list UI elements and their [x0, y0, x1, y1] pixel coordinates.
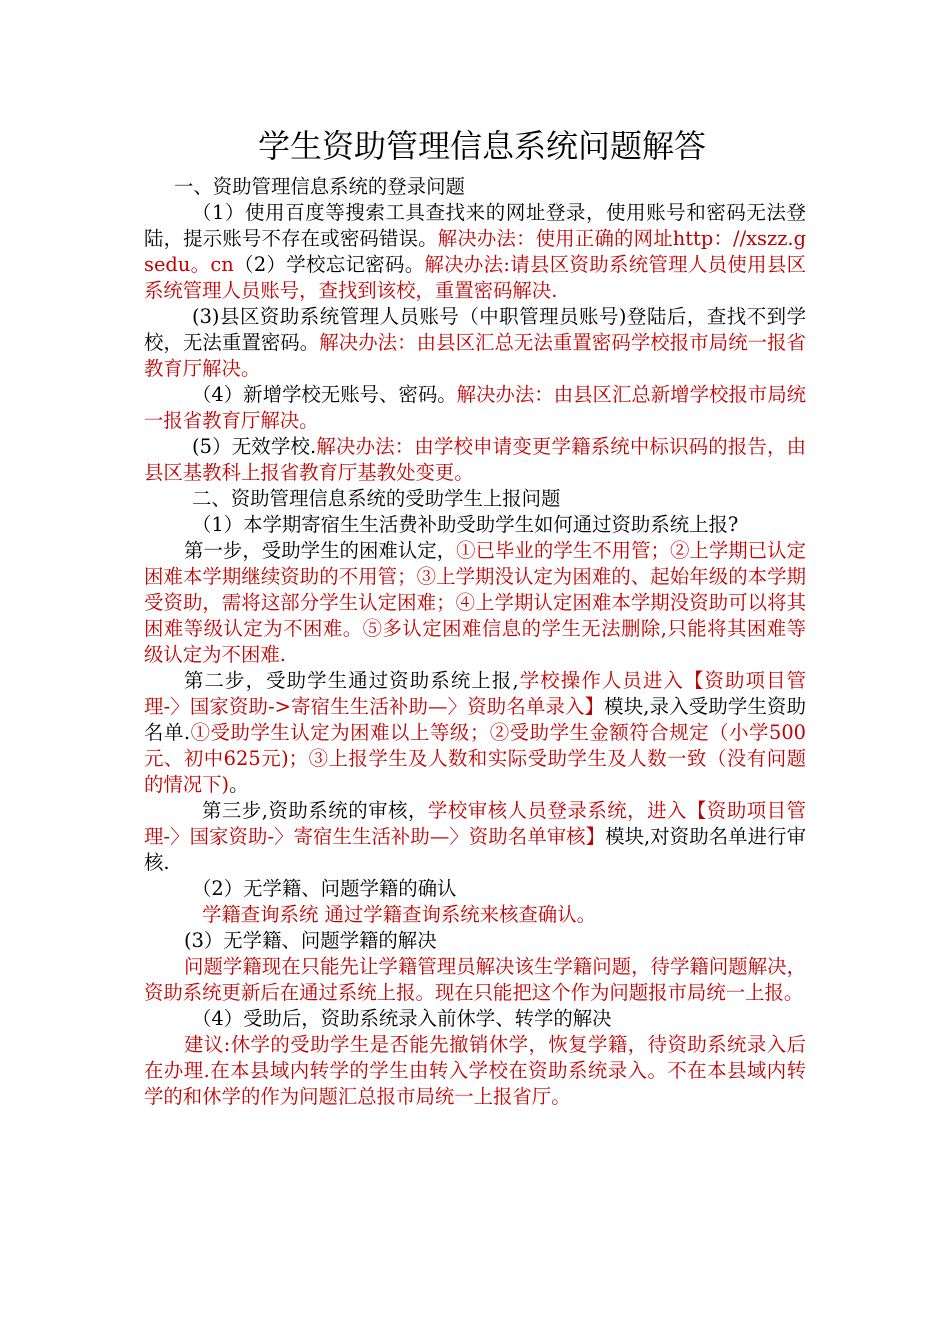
item1-solution: 解决办法：使用正确的网址http：//xszz.gsedu。cn	[144, 227, 806, 276]
step2-end: 。	[229, 773, 249, 796]
item2-solution: 解决办法:请县区资助系统管理人员使用县区系统管理人员账号，查找到该校，重置密码解决.	[144, 253, 806, 302]
step3-path: 学校审核人员登录系统，进入【资助项目管理-〉国家资助-〉寄宿生生活补助—〉资助名单审核】	[144, 799, 806, 848]
section1-item1-paragraph	[144, 200, 806, 304]
section2-answer3: 问题学籍现在只能先让学籍管理员解决该生学籍问题，待学籍问题解决，资助系统更新后在通过系统上报。现在只能把这个作为问题报市局统一上报。	[144, 955, 806, 1004]
item4-question: （4）新增学校无账号、密码。	[192, 383, 457, 406]
section1-item3-paragraph	[144, 304, 806, 382]
page-title: 学生资助管理信息系统问题解答	[257, 127, 706, 165]
section2-heading: 二、资助管理信息系统的受助学生上报问题	[192, 487, 561, 510]
section1-item5-paragraph	[144, 434, 806, 486]
step2-label: 第二步，受助学生通过资助系统上报,	[184, 669, 519, 692]
step1-paragraph	[144, 538, 806, 668]
item3-question: (3)县区资助系统管理人员账号（中职管理员账号)登陆后，查找不到学校，无法重置密码。	[144, 305, 806, 354]
section2-answer2: 学籍查询系统 通过学籍查询系统来核查确认。	[202, 903, 596, 926]
section2-question3: (3）无学籍、问题学籍的解决	[184, 929, 437, 952]
step2-paragraph	[144, 668, 806, 798]
step2-path: 学校操作人员进入【资助项目管理-〉国家资助->寄宿生生活补助—〉资助名单录入】	[144, 669, 806, 718]
item3-solution: 解决办法：由县区汇总无法重置密码学校报市局统一报省教育厅解决。	[144, 331, 807, 380]
item5-question: (5）无效学校.	[192, 435, 317, 458]
item5-solution: 解决办法：由学校申请变更学籍系统中标识码的报告，由县区基教科上报省教育厅基教处变更。	[144, 435, 807, 484]
section1-item4-paragraph	[144, 382, 806, 434]
step2-detail: ①受助学生认定为困难以上等级；②受助学生金额符合规定（小学500元、初中625元)；③上报学生及人数和实际受助学生及人数一致（没有问题的情况下)	[144, 721, 806, 796]
document-page	[144, 118, 806, 1110]
step2-action: 模块,录入受助学生资助名单.	[144, 695, 806, 744]
section2-question2: （2）无学籍、问题学籍的确认	[192, 877, 457, 900]
section2-answer4: 建议:休学的受助学生是否能先撤销休学，恢复学籍，待资助系统录入后在办理.在本县域内转学的学生由转入学校在资助系统录入。不在本县域内转学的和休学的作为问题汇总报市局统一上报省厅。	[144, 1033, 806, 1108]
item1-question: （1）使用百度等搜索工具查找来的网址登录，使用账号和密码无法登陆，提示账号不存在或密码错误。	[144, 201, 806, 250]
step1-label: 第一步，受助学生的困难认定，	[184, 539, 457, 562]
item2-question: （2）学校忘记密码。	[233, 253, 425, 276]
step3-label: 第三步,资助系统的审核，	[202, 799, 428, 822]
section2-question4: （4）受助后，资助系统录入前休学、转学的解决	[192, 1007, 612, 1030]
step3-paragraph	[144, 798, 806, 876]
step1-detail: ①已毕业的学生不用管；②上学期已认定困难本学期继续资助的不用管；③上学期没认定为困难的、起始年级的本学期受资助，需将这部分学生认定困难；④上学期认定困难本学期没资助可以将其困难等级认定为不困难。⑤多认定困难信息的学生无法删除,只能将其困难等级认定为不困难.	[144, 539, 807, 666]
section1-heading: 一、资助管理信息系统的登录问题	[174, 175, 465, 198]
section2-question1: （1）本学期寄宿生生活费补助受助学生如何通过资助系统上报?	[192, 513, 739, 536]
step3-action: 模块,对资助名单进行审核.	[144, 825, 806, 874]
item4-solution: 解决办法：由县区汇总新增学校报市局统一报省教育厅解决。	[144, 383, 807, 432]
